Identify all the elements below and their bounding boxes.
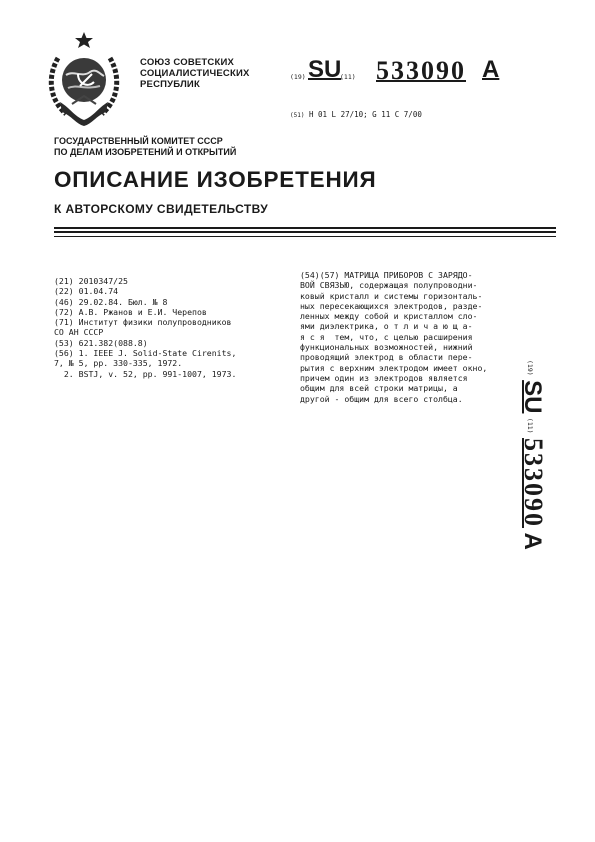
side-inid-code-11: (11) <box>526 417 534 434</box>
side-inid-code-19: (19) <box>526 360 534 376</box>
committee-name <box>54 136 236 158</box>
biblio-line: 7, № 5, pp. 330-335, 1972. <box>54 358 183 369</box>
biblio-line: (71) Институт физики полупроводников <box>54 317 232 328</box>
biblio-line: (46) 29.02.84. Бюл. № 8 <box>54 296 168 307</box>
abstract-line: функциональных возможностей, нижний <box>300 342 473 353</box>
abstract-line: рытия с верхним электродом имеет окно, <box>300 362 488 373</box>
biblio-line: СО АН СССР <box>54 327 104 338</box>
side-country-code: SU <box>519 380 546 414</box>
document-title: ОПИСАНИЕ ИЗОБРЕТЕНИЯ <box>54 167 377 192</box>
org-name <box>140 57 250 90</box>
divider <box>54 227 556 229</box>
inid-code-11: (11) <box>340 73 356 81</box>
document-number: 533090 <box>376 56 466 85</box>
biblio-line: 2. BSTJ, v. 52, pp. 991-1007, 1973. <box>54 368 237 379</box>
abstract-line: ленных между собой и кристаллом сло- <box>300 311 478 322</box>
publication-number <box>290 56 500 86</box>
abstract-line: ковый кристалл и системы горизонталь- <box>300 290 483 301</box>
inid-code-19: (19) <box>290 73 306 81</box>
org-line: СОЦИАЛИСТИЧЕСКИХ <box>140 68 250 79</box>
state-emblem <box>44 30 124 128</box>
biblio-line: (21) 2010347/25 <box>54 276 128 286</box>
ipc-codes: H 01 L 27/10; G 11 C 7/00 <box>308 110 422 119</box>
country-code: SU <box>308 56 342 83</box>
abstract-line: ных пересекающихся электродов, разде- <box>300 300 483 311</box>
org-line: СОЮЗ СОВЕТСКИХ <box>140 57 235 68</box>
biblio-line: (22) 01.04.74 <box>54 286 119 297</box>
org-line: РЕСПУБЛИК <box>140 79 200 90</box>
abstract-line: ВОЙ СВЯЗЬЮ, содержащая полупроводни- <box>300 280 478 291</box>
bibliographic-data <box>54 276 289 379</box>
kind-code: A <box>482 56 500 83</box>
biblio-line: (72) А.В. Ржанов и Е.И. Черепов <box>54 306 207 317</box>
divider <box>54 231 556 233</box>
committee-line: ПО ДЕЛАМ ИЗОБРЕТЕНИЙ И ОТКРЫТИЙ <box>54 147 237 157</box>
abstract-line: ями диэлектрика, о т л и ч а ю щ а- <box>300 321 473 332</box>
committee-line: ГОСУДАРСТВЕННЫЙ КОМИТЕТ СССР <box>54 136 223 146</box>
divider <box>54 236 556 237</box>
abstract-line: причем один из электродов является <box>300 372 468 383</box>
side-document-number: 533090 <box>519 438 548 529</box>
biblio-line: (56) 1. IEEE J. Solid-State Cirenits, <box>54 348 237 359</box>
biblio-line: (53) 621.382(088.8) <box>54 337 148 348</box>
abstract-line: другой - общим для всего столбца. <box>300 393 463 404</box>
abstract-line: общим для всей строки матрицы, а <box>300 383 458 394</box>
abstract-line: я с я тем, что, с целью расширения <box>300 331 473 342</box>
side-publication-number <box>510 360 570 660</box>
inid-code-51: (51) <box>290 112 305 119</box>
abstract-line: (54)(57) МАТРИЦА ПРИБОРОВ С ЗАРЯДО- <box>300 270 473 280</box>
side-kind-code: A <box>519 532 546 550</box>
abstract-line: проводящий электрод в области пере- <box>300 352 473 363</box>
document-subtitle: К АВТОРСКОМУ СВИДЕТЕЛЬСТВУ <box>54 202 269 216</box>
ipc-classification <box>290 110 422 119</box>
